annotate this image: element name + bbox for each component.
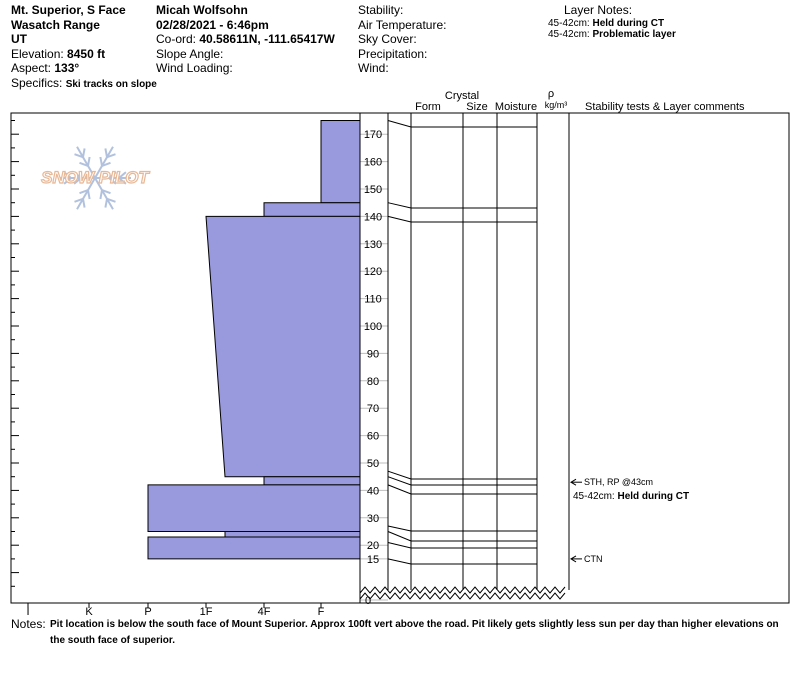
wind-loading-label: Wind Loading: — [156, 61, 233, 75]
aspect-label: Aspect: — [11, 61, 52, 75]
notes-label: Notes: — [11, 617, 46, 631]
hardness-tick-label: K — [85, 606, 93, 616]
hardness-layer — [148, 485, 360, 532]
snowpilot-logo — [41, 147, 150, 209]
layer-table-frame — [360, 113, 789, 603]
layer-comment-range: 45-42cm: — [573, 490, 618, 502]
height-tick-label: 160 — [363, 156, 383, 169]
height-tick-label: 40 — [366, 485, 380, 498]
wind-label: Wind: — [358, 61, 389, 75]
hardness-tick-label: F — [317, 606, 325, 616]
height-tick-label: 0 — [364, 595, 372, 607]
state: UT — [11, 32, 27, 46]
stability-comments — [571, 477, 689, 564]
stability-comment: CTN — [584, 553, 603, 564]
sky-cover-label: Sky Cover: — [358, 32, 417, 46]
layer-note-text: Held during CT — [592, 17, 665, 29]
hardness-profile — [148, 121, 360, 559]
hardness-tick-label: P — [144, 606, 152, 616]
logo-text: SNOW PILOT — [41, 168, 149, 187]
layer-note-range: 45-42cm: — [548, 28, 590, 40]
height-tick-label: 140 — [363, 211, 383, 224]
mountain-range: Wasatch Range — [11, 17, 100, 32]
notes-text: Pit location is below the south face of Mount Superior. Approx 100ft vert above the road. Pit likely gets slightly less sun per day than higher elevations on the south face of superior. — [50, 619, 779, 646]
hardness-tick-label: 4F — [257, 606, 271, 616]
height-tick-label: 60 — [366, 430, 380, 443]
height-tick-label: 70 — [366, 403, 380, 416]
coord-value: 40.58611N, -111.65417W — [199, 32, 335, 46]
height-tick-label: 170 — [363, 129, 383, 142]
height-tick-label: 100 — [363, 321, 383, 333]
specifics-label: Specifics: — [11, 75, 63, 90]
coord-label: Co-ord: — [156, 32, 197, 46]
precipitation-label: Precipitation: — [358, 46, 428, 61]
height-tick-label: 80 — [366, 375, 380, 388]
ground-zigzag — [360, 593, 565, 599]
specifics-value: Ski tracks on slope — [65, 78, 157, 90]
height-tick-label: 30 — [366, 512, 380, 525]
hardness-layer — [321, 121, 360, 203]
height-tick-label: 20 — [366, 540, 380, 553]
layer-note-range: 45-42cm: — [548, 17, 590, 29]
stability-header: Stability tests & Layer comments — [585, 101, 745, 113]
layer-note-text: Problematic layer — [592, 28, 676, 40]
hardness-layer — [206, 216, 360, 476]
height-tick-label: 150 — [363, 184, 383, 196]
layer-comment-text: Held during CT — [617, 490, 690, 502]
hardness-layer — [225, 532, 360, 538]
density-symbol: ρ — [547, 88, 555, 100]
height-tick-label: 50 — [366, 458, 380, 470]
observer-name: Micah Wolfsohn — [156, 3, 248, 17]
hardness-layer — [264, 203, 360, 217]
elevation-value: 8450 ft — [67, 46, 106, 61]
location-name: Mt. Superior, S Face — [11, 3, 126, 17]
form-header: Form — [415, 101, 441, 113]
crystal-header: Crystal — [444, 90, 480, 102]
height-tick-label: 110 — [364, 293, 382, 306]
height-tick-label: 90 — [366, 348, 380, 361]
observation-datetime: 02/28/2021 - 6:46pm — [156, 17, 269, 32]
hardness-layer — [148, 537, 360, 559]
hardness-tick-label: 1F — [199, 606, 213, 616]
stability-comment: STH, RP @43cm — [584, 477, 653, 488]
hardness-layer — [264, 477, 360, 485]
density-unit: kg/m³ — [544, 100, 568, 110]
stability-label: Stability: — [358, 3, 404, 17]
height-tick-label: 15 — [366, 553, 380, 566]
height-tick-label: 130 — [363, 238, 383, 251]
moisture-header: Moisture — [494, 101, 538, 113]
size-header: Size — [466, 101, 488, 113]
elevation-label: Elevation: — [11, 46, 64, 61]
layer-comment — [573, 491, 689, 502]
height-tick-label: 120 — [363, 266, 383, 279]
hardness-tick-label: I — [26, 606, 30, 616]
aspect-value: 133° — [54, 61, 80, 75]
air-temperature-label: Air Temperature: — [358, 17, 447, 32]
slope-angle-label: Slope Angle: — [156, 46, 224, 61]
layer-notes-title: Layer Notes: — [564, 3, 633, 17]
